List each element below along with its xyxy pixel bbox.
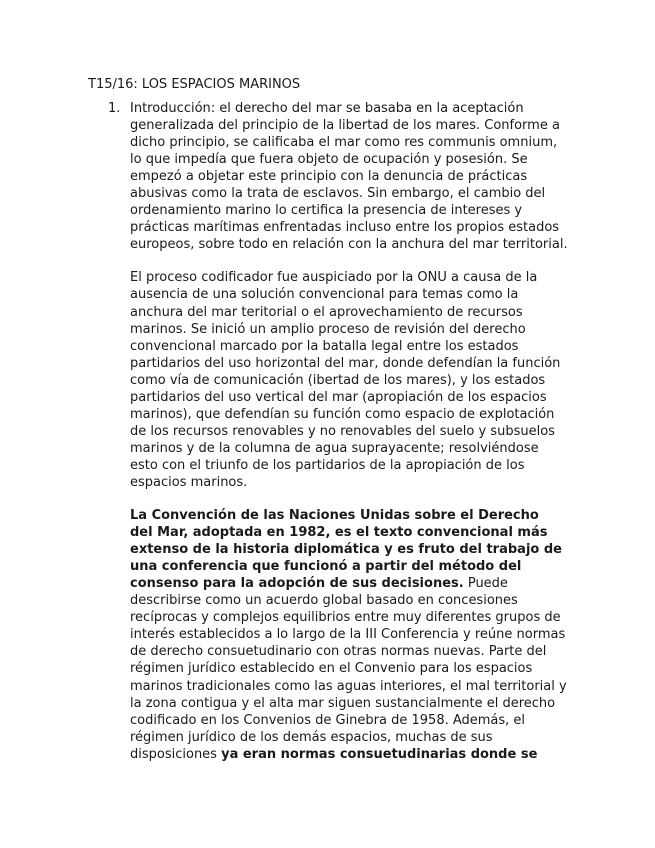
text-run: lo que impedía que fuera objeto de ocupación y posesión. Se (130, 152, 528, 168)
text-line (130, 695, 570, 712)
text-run: europeos, sobre todo en relación con la anchura del mar territorial. (130, 237, 568, 253)
text-run: abusivas como la trata de esclavos. Sin embargo, el cambio del (130, 186, 546, 202)
text-line (130, 117, 570, 134)
text-run: esto con el triunfo de los partidarios de la apropiación de los (130, 457, 525, 473)
text-line (130, 389, 570, 406)
text-line (130, 134, 570, 151)
text-run: ausencia de una solución convencional para temas como la (130, 287, 519, 303)
text-line (130, 609, 570, 626)
text-line (130, 151, 570, 168)
text-line (130, 269, 570, 286)
paragraph-2 (130, 269, 570, 491)
text-line (130, 202, 570, 219)
text-run: El proceso codificador fue auspiciado por la ONU a causa de la (130, 270, 538, 286)
text-line (130, 660, 570, 677)
text-line (130, 746, 570, 763)
text-line (130, 474, 570, 491)
text-line (130, 406, 570, 423)
list-item-body (130, 100, 570, 779)
text-run: de derecho consuetudinario con otras normas nuevas. Parte del (130, 644, 547, 660)
bold-text: consenso para la adopción de sus decisiones. (130, 576, 464, 592)
text-line (130, 729, 570, 746)
text-line (130, 423, 570, 440)
text-line (130, 355, 570, 372)
text-run: interés establecidos a lo largo de la III Conferencia y reúne normas (130, 627, 566, 643)
text-line (130, 168, 570, 185)
text-line (130, 236, 570, 253)
text-run: marinos tradicionales como las aguas interiores, el mal territorial y (130, 678, 567, 694)
text-run: de los recursos renovables y no renovables del suelo y subsuelos (130, 423, 555, 439)
text-run: régimen jurídico de los demás espacios, muchas de sus (130, 729, 493, 745)
text-line (130, 440, 570, 457)
bold-text: del Mar, adoptada en 1982, es el texto convencional más (130, 525, 548, 541)
bold-text: La Convención de las Naciones Unidas sobre el Derecho (130, 508, 539, 524)
text-line (130, 338, 570, 355)
text-line (130, 100, 570, 117)
text-run: como vía de comunicación (ibertad de los mares), y los estados (130, 372, 546, 388)
text-line (130, 575, 570, 592)
text-run: codificado en los Convenios de Ginebra de 1958. Además, el (130, 712, 526, 728)
text-run: marinos), que defendían su función como espacio de explotación (130, 406, 555, 422)
text-line (130, 626, 570, 643)
text-line (130, 541, 570, 558)
bold-text: una conferencia que funcionó a partir del método del (130, 559, 522, 575)
text-line (130, 558, 570, 575)
text-line (130, 372, 570, 389)
text-line (130, 286, 570, 303)
text-run: recíprocas y complejos equilibrios entre muy diferentes grupos de (130, 610, 561, 626)
list-item-number: 1. (108, 101, 121, 116)
text-run: Introducción: el derecho del mar se basaba en la aceptación (130, 101, 524, 116)
text-line (130, 507, 570, 524)
text-run: régimen jurídico establecido en el Convenio para los espacios (130, 661, 533, 677)
text-line (130, 304, 570, 321)
text-run: marinos. Se inició un amplio proceso de revisión del derecho (130, 321, 526, 337)
text-run: empezó a objetar este principio con la denuncia de prácticas (130, 169, 528, 185)
text-run: generalizada del principio de la libertad de los mares. Conforme a (130, 118, 560, 134)
text-run: Puede (463, 576, 508, 592)
text-run: la zona contigua y el alta mar siguen sustancialmente el derecho (130, 695, 556, 711)
text-line (130, 592, 570, 609)
text-line (130, 712, 570, 729)
text-run: convencional marcado por la batalla legal entre los estados (130, 338, 519, 354)
text-run: ordenamiento marino lo certifica la presencia de intereses y (130, 203, 523, 219)
text-run: prácticas marítimas enfrentadas incluso entre los propios estados (130, 220, 560, 236)
text-line (130, 321, 570, 338)
text-run: partidarios del uso horizontal del mar, donde defendían la función (130, 355, 561, 371)
bold-text: ya eran normas consuetudinarias donde se (221, 746, 538, 762)
text-line (130, 524, 570, 541)
text-line (130, 185, 570, 202)
text-line (130, 457, 570, 474)
text-run: partidarios del uso vertical del mar (apropiación de los espacios (130, 389, 547, 405)
paragraph-1 (130, 100, 570, 253)
text-line (130, 678, 570, 695)
paragraph-3 (130, 507, 570, 763)
document-title: T15/16: LOS ESPACIOS MARINOS (88, 77, 301, 92)
text-run: dicho principio, se calificaba el mar como res communis omnium, (130, 135, 558, 151)
text-run: disposiciones (130, 746, 222, 762)
text-run: anchura del mar teritorial o el aprovechamiento de recursos (130, 304, 523, 320)
bold-text: extenso de la historia diplomática y es fruto del trabajo de (130, 542, 562, 558)
text-run: espacios marinos. (130, 474, 248, 490)
text-line (130, 643, 570, 660)
text-line (130, 219, 570, 236)
text-run: marinos y de la columna de agua suprayacente; resolviéndose (130, 440, 539, 456)
text-run: describirse como un acuerdo global basado en concesiones (130, 593, 518, 609)
